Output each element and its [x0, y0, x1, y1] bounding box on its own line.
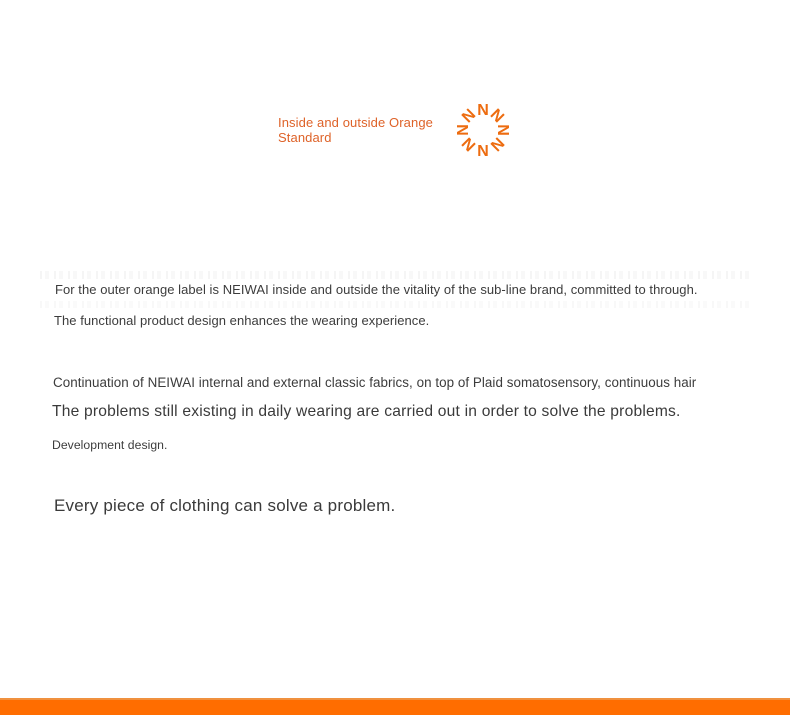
description-line-2: The functional product design enhances the wearing experience. [54, 313, 430, 328]
logo-letter: N [459, 106, 480, 127]
description-line-4: The problems still existing in daily wearing are carried out in order to solve the problems. [52, 403, 681, 420]
ghost-text-artifact [40, 301, 750, 308]
description-line-3: Continuation of NEIWAI internal and external classic fabrics, on top of Plaid somatosensory, continuous hair [53, 375, 697, 390]
logo-letter: N [459, 133, 480, 154]
slogan-line: Every piece of clothing can solve a problem. [54, 496, 396, 515]
ghost-text-artifact [40, 271, 750, 279]
logo-letter: N [486, 133, 507, 154]
logo-letter: N [477, 102, 489, 119]
description-line-5: Development design. [52, 438, 168, 452]
logo-svg [451, 98, 515, 162]
logo-letter: N [477, 141, 489, 158]
logo-letter: N [494, 124, 511, 136]
neiwai-pinwheel-logo-icon [451, 98, 515, 162]
logo-letter: N [455, 124, 472, 136]
brand-tagline [278, 116, 458, 145]
brand-tagline-line1: Inside and outside Orange [278, 115, 433, 130]
description-line-1: For the outer orange label is NEIWAI inside and outside the vitality of the sub-line brand, committed to through. [55, 282, 698, 297]
footer-orange-bar [0, 698, 790, 715]
brand-tagline-line2: Standard [278, 129, 332, 145]
logo-letter: N [486, 106, 507, 127]
